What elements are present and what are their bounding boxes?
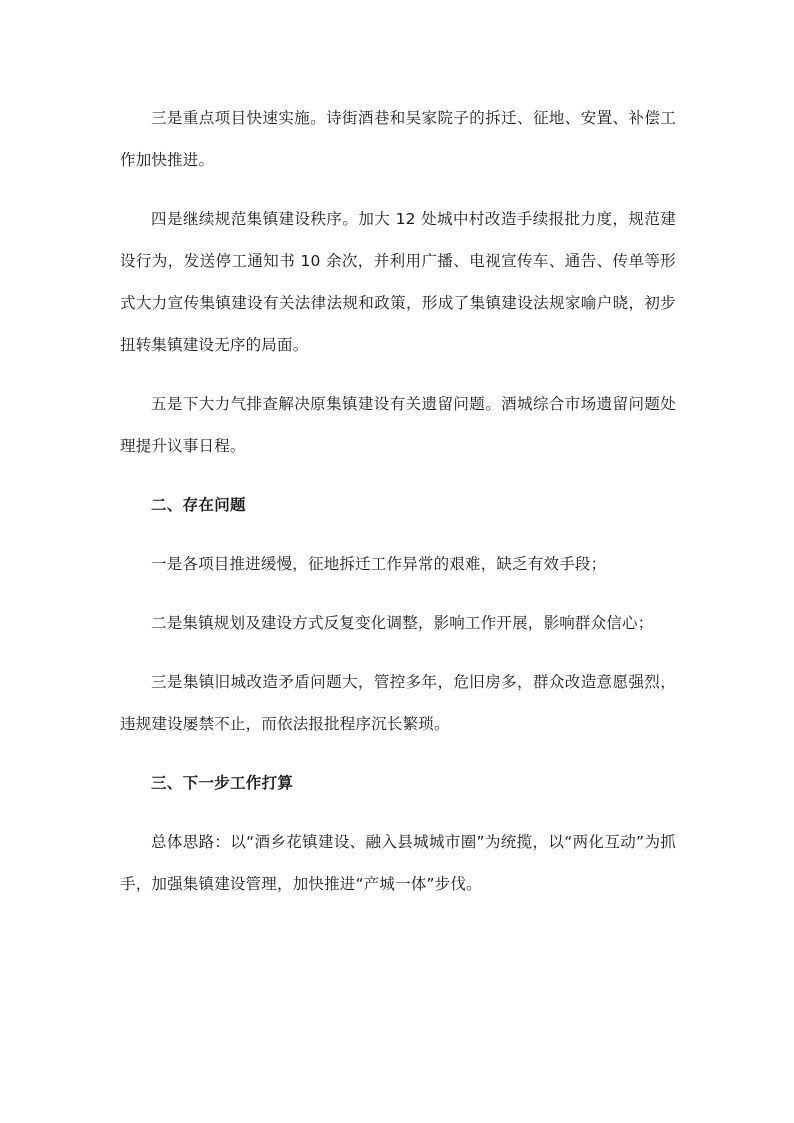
heading-next-steps: 三、下一步工作打算 [151,774,294,792]
paragraph-overall-approach: 总体思路：以“酒乡花镇建设、融入县城城市圈”为统揽，以“两化互动”为抓手，加强集镇建设管理，加快推进“产城一体”步伐。 [120,833,676,893]
paragraph-problem-3: 三是集镇旧城改造矛盾问题大，管控多年，危旧房多，群众改造意愿强烈，违规建设屡禁不止，而依法报批程序沉长繁琐。 [120,673,676,733]
paragraph-problem-1: 一是各项目推进缓慢，征地拆迁工作异常的艰难，缺乏有效手段； [151,555,607,573]
paragraph-legacy-issues: 五是下大力气排查解决原集镇建设有关遗留问题。酒城综合市场遗留问题处理提升议事日程。 [120,395,676,455]
paragraph-key-projects: 三是重点项目快速实施。诗街酒巷和吴家院子的拆迁、征地、安置、补偿工作加快推进。 [120,109,676,169]
paragraph-construction-order: 四是继续规范集镇建设秩序。加大 12 处城中村改造手续报批力度，规范建设行为，发送停工通知书 10 余次，并利用广播、电视宣传车、通告、传单等形式大力宣传集镇建设有关法律法规和政策，形成了集镇建设法规家喻户晓，初步扭转集镇建设无序的局面。 [120,210,676,354]
heading-existing-problems: 二、存在问题 [151,496,246,514]
document-body [120,97,676,922]
paragraph-problem-2: 二是集镇规划及建设方式反复变化调整，影响工作开展，影响群众信心； [151,614,654,632]
